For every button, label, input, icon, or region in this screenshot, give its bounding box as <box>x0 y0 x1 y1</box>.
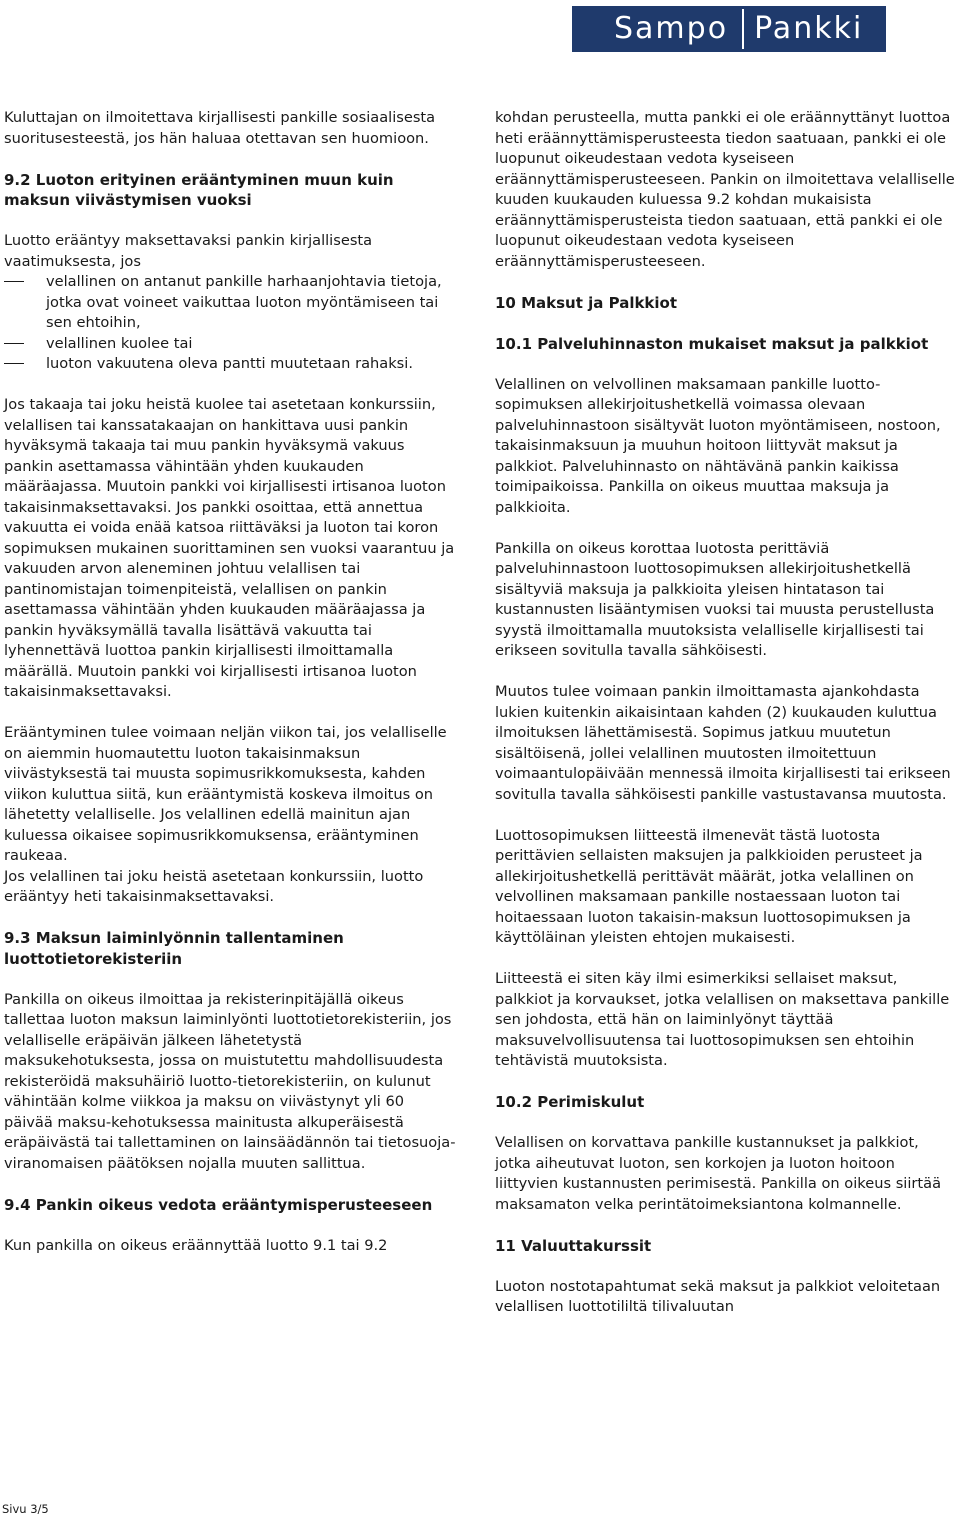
section-9-3-paragraph: Pankilla on oikeus ilmoittaa ja rekisterinpitäjällä oikeus tallettaa luoton maksun laiminlyönti luottotietorekisteriin, jos velalliselle eräpäivän jälkeen lähetetystä maksukehotuksesta, jossa on muistutettu mahdollisuudesta rekisteröidä maksuhäiriö luotto-tietorekisteriin, on kulunut vähintään kolme viikkoa ja maksu on viivästynyt yli 60 päivää maksu-kehotuksessa mainitusta alkuperäisestä eräpäivästä tai tallettaminen on lainsäädännön tai tietosuoja-viranomaisen päätöksen nojalla muuten sallittua. <box>4 990 456 1172</box>
logo-text-pankki: Pankki <box>754 11 864 46</box>
section-10-1-paragraph-increase: Pankilla on oikeus korottaa luotosta perittäviä palveluhinnastoon luottosopimuksen allekirjoitushetkellä sisältyviä maksuja ja palkkioita yleisen hintatason tai kustannusten lisääntymisen vuoksi tai muusta perustellusta syystä ilmoittamalla muutoksista velalliselle kirjallisesti tai erikseen sovitulla tavalla sähköisesti. <box>495 539 935 659</box>
section-9-4-heading: 9.4 Pankin oikeus vedota erääntymisperusteeseen <box>4 1195 433 1214</box>
section-10-1-heading: 10.1 Palveluhinnaston mukaiset maksut ja palkkiot <box>495 334 929 353</box>
section-9-4-paragraph: Kun pankilla on oikeus eräännyttää luotto 9.1 tai 9.2 <box>4 1236 388 1254</box>
logo-text-sampo: Sampo <box>614 11 729 46</box>
section-9-2-paragraph-bankruptcy: Jos velallinen tai joku heistä asetetaan konkurssiin, luotto erääntyy heti takaisinmaksettavaksi. <box>4 867 424 905</box>
section-10-1-paragraph-exclusions: Liitteestä ei siten käy ilmi esimerkiksi sellaiset maksut, palkkiot ja korvaukset, jotka velallisen on maksettava pankille sen johdosta, että hän on laiminlyönyt täyttää maksuvelvollisuutensa tai luottosopimuksen sen ehtoihin tehtävistä muutoksista. <box>495 970 950 1069</box>
section-10-heading: 10 Maksut ja Palkkiot <box>495 293 678 312</box>
section-9-3-heading: 9.3 Maksun laiminlyönnin tallentaminen luottotietorekisteriin <box>4 929 344 968</box>
section-11-paragraph: Luoton nostotapahtumat sekä maksut ja palkkiot veloitetaan velallisen luottotililtä tilivaluutan <box>495 1277 941 1315</box>
sampo-pankki-logo <box>572 6 886 52</box>
section-9-2-list <box>4 272 456 375</box>
section-10-2-paragraph: Velallisen on korvattava pankille kustannukset ja palkkiot, jotka aiheutuvat luoton, sen korkojen ja luoton hoitoon liittyvien kustannusten perimisestä. Pankilla on oikeus siirtää maksamaton velka perintätoimeksiantona kolmannelle. <box>495 1134 942 1213</box>
section-9-2-paragraph-effect: Erääntyminen tulee voimaan neljän viikon tai, jos velalliselle on aiemmin huomautettu luoton takaisinmaksun viivästyksestä tai muusta sopimusrikkomuksesta, kahden viikon kuluttua siitä, kun erääntymistä koskeva ilmoitus on lähetetty velalliselle. Jos velallinen edellä mainitun ajan kuluessa oikaisee sopimusrikkomuksensa, erääntyminen raukeaa. <box>4 724 447 864</box>
section-9-2-heading: 9.2 Luoton erityinen erääntyminen muun kuin maksun viivästymisen vuoksi <box>4 170 394 209</box>
continuation-paragraph: kohdan perusteella, mutta pankki ei ole eräännyttänyt luottoa heti eräännyttämisperusteesta tiedon saatuaan, pankki ei ole luopunut oikeudestaan vedota kyseiseen eräännyttämisperusteeseen. Pankin on ilmoitettava velalliselle kuuden kuukauden kuluessa 9.2 kohdan mukaisista eräännyttämisperusteista tiedon saatuaan, että pankki ei ole luopunut oikeudestaan vedota kyseiseen eräännyttämisperusteeseen. <box>495 109 955 270</box>
section-10-2-heading: 10.2 Perimiskulut <box>495 1093 645 1111</box>
list-item: luoton vakuutena oleva pantti muutetaan rahaksi. <box>4 354 456 375</box>
list-item: velallinen on antanut pankille harhaanjohtavia tietoja, jotka ovat voineet vaikuttaa luoton myöntämiseen tai sen ehtoihin, <box>4 272 456 334</box>
section-10-1-paragraph-change: Muutos tulee voimaan pankin ilmoittamasta ajankohdasta lukien kuitenkin aikaisintaan kahden (2) kuukauden kuluttua ilmoituksen lähettämisestä. Sopimus jatkuu muutetun sisältöisenä, jollei velallinen muutosten ilmoitettuun voimaantulopäivään mennessä ilmoita kirjallisesti tai erikseen sovitulla tavalla sähköisesti pankille vastustavansa muutosta. <box>495 683 951 803</box>
intro-paragraph: Kuluttajan on ilmoitettava kirjallisesti pankille sosiaalisesta suoritusesteestä, jos hän haluaa otettavan sen huomioon. <box>4 109 436 147</box>
section-10-1-paragraph-appendix: Luottosopimuksen liitteestä ilmenevät tästä luotosta perittävien sellaisten maksujen ja palkkioiden perusteet ja allekirjoitushetkellä perittävät määrät, jotka velallinen on velvollinen maksamaan pankille nostaessaan luoton tai hoitaessaan luoton takaisin-maksun luottosopimuksen ja käyttöläinan yleisten ehtojen mukaisesti. <box>495 826 923 946</box>
list-item: velallinen kuolee tai <box>4 334 456 355</box>
section-9-2-lead: Luotto erääntyy maksettavaksi pankin kirjallisesta vaatimuksesta, jos <box>4 232 373 270</box>
section-9-2-paragraph-guarantor: Jos takaaja tai joku heistä kuolee tai asetetaan konkurssiin, velallisen tai kanssatakaajan on hankittava uusi pankin hyväksymä takaaja tai muu pankin hyväksymä vakuus pankin asettamassa vähintään yhden kuukauden määräajassa. Muutoin pankki voi kirjallisesti irtisanoa luoton takaisinmaksettavaksi. Jos pankki osoittaa, että annettua vakuutta ei voida enää katsoa riittäväksi ja luoton tai koron sopimuksen mukainen suorittaminen sen vuoksi vaarantuu ja vakuuden arvon aleneminen johtuu velallisen tai pantinomistajan toimenpiteistä, velallisen on pankin asettamassa vähintään yhden kuukauden määräajassa ja pankin hyväksymällä tavalla lisättävä vakuutta tai lyhennettävä luottoa pankin kirjallisesti ilmoittamalla määrällä. Muutoin pankki voi kirjallisesti irtisanoa luoton takaisinmaksettavaksi. <box>4 396 455 700</box>
right-column <box>495 108 957 1338</box>
section-10-1-paragraph-fees: Velallinen on velvollinen maksamaan pankille luotto-sopimuksen allekirjoitushetkellä voimassa olevaan palveluhinnastoon sisältyvät luoton myöntämiseen, nostoon, takaisinmaksuun ja muuhun hoitoon liittyvät maksut ja palkkiot. Palveluhinnasto on nähtävänä pankin kaikissa toimipaikoissa. Pankilla on oikeus muuttaa maksuja ja palkkioita. <box>495 375 941 516</box>
logo-separator <box>742 9 744 49</box>
page-number: Sivu 3/5 <box>2 1502 49 1516</box>
left-column <box>4 108 456 1277</box>
section-11-heading: 11 Valuuttakurssit <box>495 1236 652 1255</box>
